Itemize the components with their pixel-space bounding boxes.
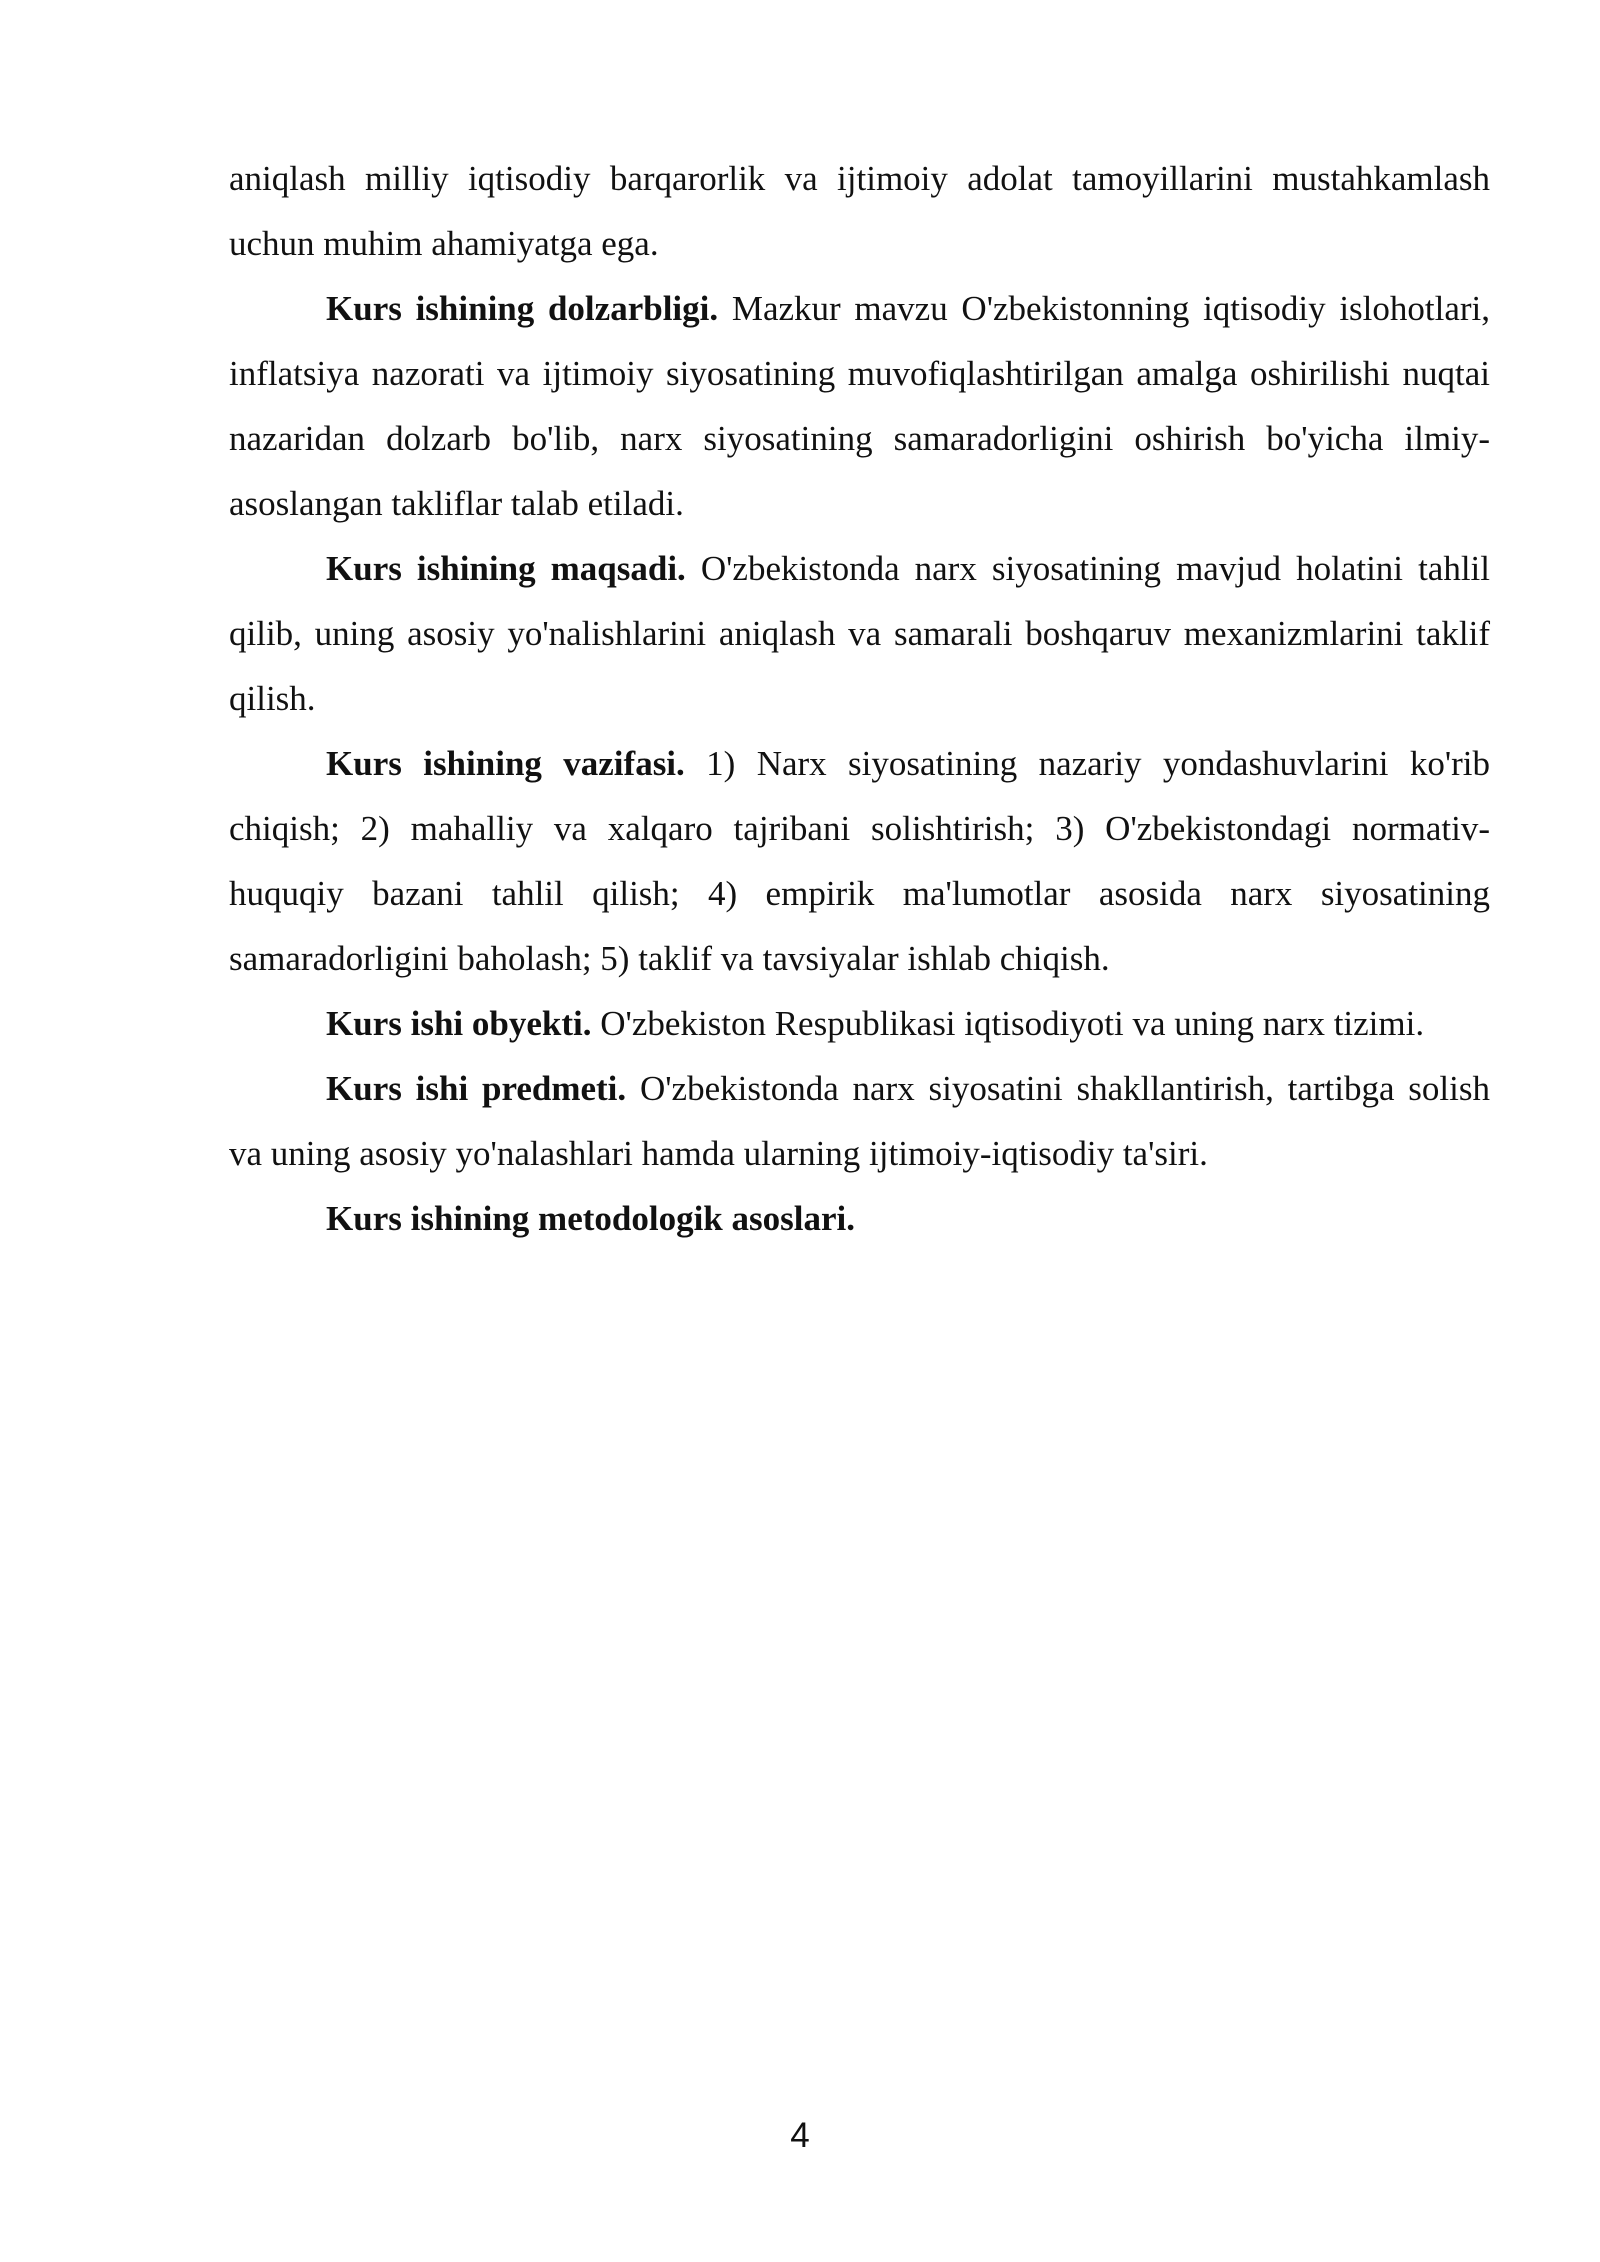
paragraph-predmeti bbox=[229, 1056, 1490, 1186]
paragraph-heading: Kurs ishi predmeti. bbox=[326, 1069, 627, 1108]
paragraph-dolzarbligi bbox=[229, 276, 1490, 536]
paragraph-text: O'zbekiston Respublikasi iqtisodiyoti va uning narx tizimi. bbox=[600, 1004, 1425, 1043]
paragraph-heading: Kurs ishining vazifasi. bbox=[326, 744, 685, 783]
paragraph-intro-continuation bbox=[229, 146, 1490, 276]
paragraph-heading: Kurs ishi obyekti. bbox=[326, 1004, 592, 1043]
paragraph-vazifasi bbox=[229, 731, 1490, 991]
paragraph-heading: Kurs ishining maqsadi. bbox=[326, 549, 686, 588]
paragraph-obyekti bbox=[229, 991, 1490, 1056]
paragraph-text: Mazkur mavzu O'zbekistonning iqtisodiy islohotlari, inflatsiya nazorati va ijtimoiy siyosatining muvofiqlashtirilgan amalga oshirilishi nuqtai nazaridan dolzarb bo'lib, narx siyosatining samaradorligini oshirish bo'yicha ilmiy-asoslangan takliflar talab etiladi. bbox=[229, 289, 1490, 523]
paragraph-text: O'zbekistonda narx siyosatini shakllantirish, tartibga solish va uning asosiy yo'nalashlari hamda ularning ijtimoiy-iqtisodiy ta'siri. bbox=[229, 1069, 1490, 1173]
paragraph-text: aniqlash milliy iqtisodiy barqarorlik va ijtimoiy adolat tamoyillarini mustahkamlash uchun muhim ahamiyatga ega. bbox=[229, 159, 1490, 263]
paragraph-text: O'zbekistonda narx siyosatining mavjud holatini tahlil qilib, uning asosiy yo'nalishlarini aniqlash va samarali boshqaruv mexanizmlarini taklif qilish. bbox=[229, 549, 1491, 718]
page-number: 4 bbox=[790, 2116, 810, 2155]
paragraph-heading: Kurs ishining metodologik asoslari. bbox=[326, 1199, 855, 1238]
paragraph-maqsadi bbox=[229, 536, 1490, 731]
page-body bbox=[229, 146, 1490, 1251]
paragraph-metodologik bbox=[229, 1186, 1490, 1251]
paragraph-heading: Kurs ishining dolzarbligi. bbox=[326, 289, 719, 328]
paragraph-text: 1) Narx siyosatining nazariy yondashuvlarini ko'rib chiqish; 2) mahalliy va xalqaro tajribani solishtirish; 3) O'zbekistondagi normativ-huquqiy bazani tahlil qilish; 4) empirik ma'lumotlar asosida narx siyosatining samaradorligini baholash; 5) taklif va tavsiyalar ishlab chiqish. bbox=[229, 744, 1491, 978]
